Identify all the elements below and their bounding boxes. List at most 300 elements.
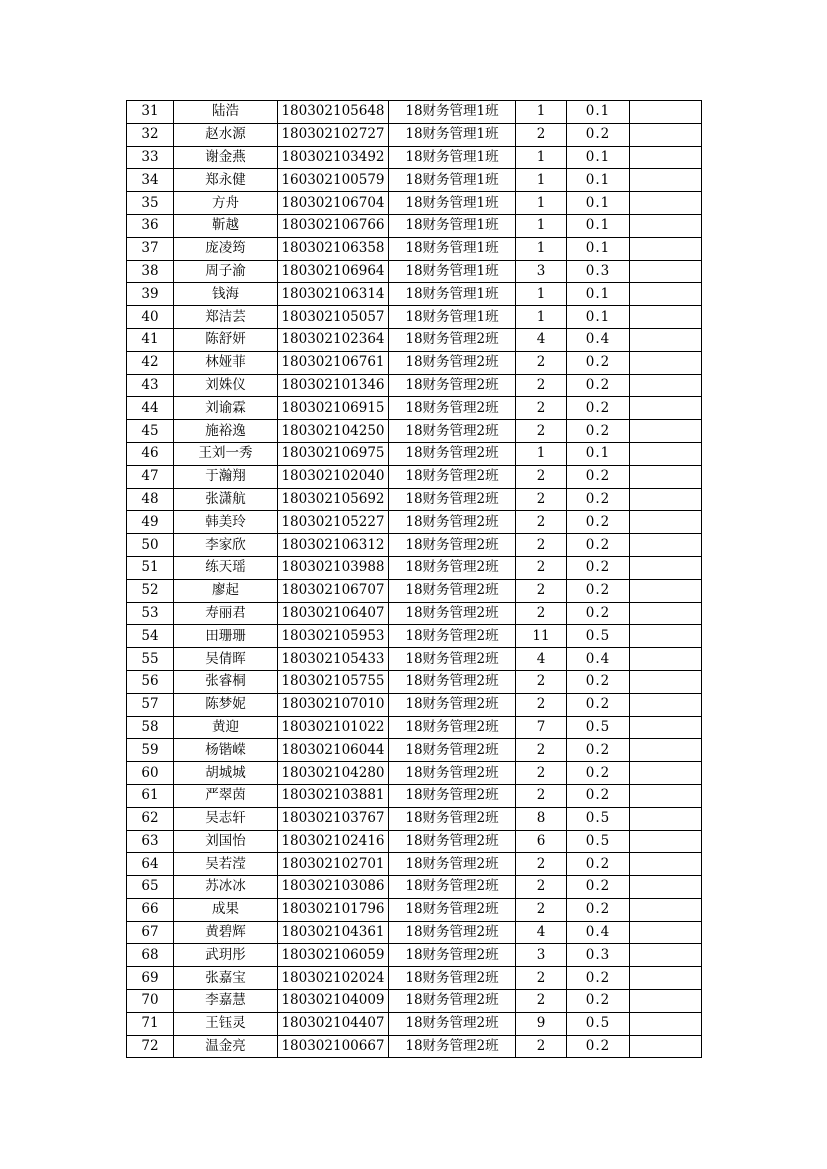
score-cell: 0.3 — [567, 944, 630, 967]
class-name-cell: 18财务管理2班 — [389, 990, 516, 1013]
class-name-cell: 18财务管理2班 — [389, 328, 516, 351]
class-name-cell: 18财务管理2班 — [389, 488, 516, 511]
student-name-cell: 陈舒妍 — [174, 328, 278, 351]
count-cell: 1 — [516, 169, 567, 192]
score-cell: 0.2 — [567, 990, 630, 1013]
note-cell — [630, 351, 702, 374]
score-cell: 0.5 — [567, 716, 630, 739]
row-number-cell: 72 — [127, 1035, 174, 1058]
row-number-cell: 38 — [127, 260, 174, 283]
note-cell — [630, 420, 702, 443]
row-number-cell: 33 — [127, 146, 174, 169]
table-row — [127, 716, 702, 739]
count-cell: 2 — [516, 784, 567, 807]
table-row — [127, 921, 702, 944]
student-id-cell: 180302105648 — [278, 101, 389, 124]
table-row — [127, 739, 702, 762]
student-id-cell: 180302103881 — [278, 784, 389, 807]
class-name-cell: 18财务管理2班 — [389, 511, 516, 534]
table-row — [127, 693, 702, 716]
class-name-cell: 18财务管理2班 — [389, 898, 516, 921]
student-name-cell: 李家欣 — [174, 534, 278, 557]
note-cell — [630, 716, 702, 739]
student-name-cell: 吴志轩 — [174, 807, 278, 830]
score-cell: 0.2 — [567, 374, 630, 397]
score-cell: 0.3 — [567, 260, 630, 283]
class-name-cell: 18财务管理2班 — [389, 602, 516, 625]
student-id-cell: 180302106314 — [278, 283, 389, 306]
row-number-cell: 48 — [127, 488, 174, 511]
student-id-cell: 180302105692 — [278, 488, 389, 511]
student-name-cell: 刘谕霖 — [174, 397, 278, 420]
score-cell: 0.1 — [567, 169, 630, 192]
student-id-cell: 180302100667 — [278, 1035, 389, 1058]
student-name-cell: 王钰灵 — [174, 1012, 278, 1035]
student-name-cell: 黄迎 — [174, 716, 278, 739]
count-cell: 3 — [516, 944, 567, 967]
student-name-cell: 吴若滢 — [174, 853, 278, 876]
class-name-cell: 18财务管理1班 — [389, 169, 516, 192]
row-number-cell: 54 — [127, 625, 174, 648]
class-name-cell: 18财务管理1班 — [389, 237, 516, 260]
table-row — [127, 351, 702, 374]
student-id-cell: 180302104407 — [278, 1012, 389, 1035]
student-id-cell: 180302102727 — [278, 123, 389, 146]
student-roster-table — [126, 100, 702, 1058]
table-row — [127, 146, 702, 169]
score-cell: 0.2 — [567, 670, 630, 693]
score-cell: 0.2 — [567, 739, 630, 762]
student-name-cell: 武玥彤 — [174, 944, 278, 967]
score-cell: 0.2 — [567, 351, 630, 374]
class-name-cell: 18财务管理1班 — [389, 192, 516, 215]
score-cell: 0.5 — [567, 807, 630, 830]
student-name-cell: 胡城城 — [174, 762, 278, 785]
row-number-cell: 68 — [127, 944, 174, 967]
note-cell — [630, 898, 702, 921]
student-name-cell: 杨锴嵘 — [174, 739, 278, 762]
count-cell: 9 — [516, 1012, 567, 1035]
table-row — [127, 625, 702, 648]
score-cell: 0.2 — [567, 420, 630, 443]
table-row — [127, 1012, 702, 1035]
score-cell: 0.5 — [567, 830, 630, 853]
note-cell — [630, 876, 702, 899]
row-number-cell: 35 — [127, 192, 174, 215]
note-cell — [630, 442, 702, 465]
table-row — [127, 602, 702, 625]
row-number-cell: 45 — [127, 420, 174, 443]
table-row — [127, 511, 702, 534]
class-name-cell: 18财务管理2班 — [389, 853, 516, 876]
count-cell: 2 — [516, 420, 567, 443]
row-number-cell: 44 — [127, 397, 174, 420]
student-id-cell: 180302106707 — [278, 579, 389, 602]
student-id-cell: 180302105227 — [278, 511, 389, 534]
count-cell: 2 — [516, 1035, 567, 1058]
student-id-cell: 180302106407 — [278, 602, 389, 625]
student-name-cell: 郑永健 — [174, 169, 278, 192]
table-row — [127, 534, 702, 557]
note-cell — [630, 169, 702, 192]
score-cell: 0.2 — [567, 602, 630, 625]
student-id-cell: 180302102416 — [278, 830, 389, 853]
note-cell — [630, 511, 702, 534]
table-row — [127, 306, 702, 329]
row-number-cell: 41 — [127, 328, 174, 351]
count-cell: 7 — [516, 716, 567, 739]
score-cell: 0.1 — [567, 306, 630, 329]
count-cell: 2 — [516, 602, 567, 625]
student-id-cell: 180302103492 — [278, 146, 389, 169]
note-cell — [630, 123, 702, 146]
table-row — [127, 192, 702, 215]
class-name-cell: 18财务管理1班 — [389, 214, 516, 237]
count-cell: 2 — [516, 511, 567, 534]
table-row — [127, 260, 702, 283]
note-cell — [630, 967, 702, 990]
row-number-cell: 52 — [127, 579, 174, 602]
class-name-cell: 18财务管理2班 — [389, 420, 516, 443]
class-name-cell: 18财务管理2班 — [389, 830, 516, 853]
class-name-cell: 18财务管理2班 — [389, 579, 516, 602]
class-name-cell: 18财务管理2班 — [389, 967, 516, 990]
class-name-cell: 18财务管理2班 — [389, 648, 516, 671]
class-name-cell: 18财务管理2班 — [389, 351, 516, 374]
class-name-cell: 18财务管理2班 — [389, 556, 516, 579]
student-id-cell: 180302103988 — [278, 556, 389, 579]
table-row — [127, 123, 702, 146]
class-name-cell: 18财务管理2班 — [389, 807, 516, 830]
student-id-cell: 180302104280 — [278, 762, 389, 785]
student-id-cell: 180302106761 — [278, 351, 389, 374]
student-name-cell: 李嘉慧 — [174, 990, 278, 1013]
count-cell: 4 — [516, 328, 567, 351]
student-id-cell: 180302102701 — [278, 853, 389, 876]
row-number-cell: 63 — [127, 830, 174, 853]
note-cell — [630, 807, 702, 830]
count-cell: 2 — [516, 990, 567, 1013]
count-cell: 1 — [516, 214, 567, 237]
row-number-cell: 42 — [127, 351, 174, 374]
note-cell — [630, 146, 702, 169]
row-number-cell: 57 — [127, 693, 174, 716]
count-cell: 2 — [516, 374, 567, 397]
row-number-cell: 53 — [127, 602, 174, 625]
student-name-cell: 方舟 — [174, 192, 278, 215]
class-name-cell: 18财务管理2班 — [389, 876, 516, 899]
table-row — [127, 853, 702, 876]
row-number-cell: 46 — [127, 442, 174, 465]
student-name-cell: 施裕逸 — [174, 420, 278, 443]
row-number-cell: 60 — [127, 762, 174, 785]
student-name-cell: 于瀚翔 — [174, 465, 278, 488]
table-row — [127, 762, 702, 785]
student-id-cell: 180302101346 — [278, 374, 389, 397]
score-cell: 0.4 — [567, 328, 630, 351]
table-row — [127, 784, 702, 807]
student-name-cell: 成果 — [174, 898, 278, 921]
student-id-cell: 180302101022 — [278, 716, 389, 739]
row-number-cell: 49 — [127, 511, 174, 534]
row-number-cell: 62 — [127, 807, 174, 830]
class-name-cell: 18财务管理2班 — [389, 739, 516, 762]
student-name-cell: 钱海 — [174, 283, 278, 306]
class-name-cell: 18财务管理1班 — [389, 283, 516, 306]
count-cell: 1 — [516, 283, 567, 306]
student-name-cell: 周子渝 — [174, 260, 278, 283]
note-cell — [630, 1012, 702, 1035]
score-cell: 0.2 — [567, 511, 630, 534]
row-number-cell: 67 — [127, 921, 174, 944]
table-row — [127, 876, 702, 899]
student-id-cell: 180302106964 — [278, 260, 389, 283]
score-cell: 0.1 — [567, 237, 630, 260]
table-row — [127, 830, 702, 853]
row-number-cell: 64 — [127, 853, 174, 876]
row-number-cell: 39 — [127, 283, 174, 306]
score-cell: 0.1 — [567, 192, 630, 215]
student-name-cell: 田珊珊 — [174, 625, 278, 648]
score-cell: 0.1 — [567, 214, 630, 237]
table-row — [127, 283, 702, 306]
class-name-cell: 18财务管理2班 — [389, 716, 516, 739]
table-row — [127, 214, 702, 237]
note-cell — [630, 534, 702, 557]
score-cell: 0.2 — [567, 784, 630, 807]
student-name-cell: 黄碧辉 — [174, 921, 278, 944]
count-cell: 3 — [516, 260, 567, 283]
student-name-cell: 寿丽君 — [174, 602, 278, 625]
student-id-cell: 180302106312 — [278, 534, 389, 557]
score-cell: 0.2 — [567, 556, 630, 579]
student-name-cell: 林娅菲 — [174, 351, 278, 374]
student-id-cell: 180302103767 — [278, 807, 389, 830]
note-cell — [630, 693, 702, 716]
table-row — [127, 670, 702, 693]
student-name-cell: 陈梦妮 — [174, 693, 278, 716]
student-name-cell: 谢金燕 — [174, 146, 278, 169]
count-cell: 2 — [516, 876, 567, 899]
score-cell: 0.2 — [567, 967, 630, 990]
score-cell: 0.1 — [567, 283, 630, 306]
count-cell: 2 — [516, 762, 567, 785]
class-name-cell: 18财务管理2班 — [389, 762, 516, 785]
student-id-cell: 180302107010 — [278, 693, 389, 716]
row-number-cell: 59 — [127, 739, 174, 762]
class-name-cell: 18财务管理2班 — [389, 397, 516, 420]
row-number-cell: 56 — [127, 670, 174, 693]
note-cell — [630, 328, 702, 351]
class-name-cell: 18财务管理2班 — [389, 784, 516, 807]
score-cell: 0.2 — [567, 853, 630, 876]
table-row — [127, 397, 702, 420]
note-cell — [630, 556, 702, 579]
student-name-cell: 廖起 — [174, 579, 278, 602]
count-cell: 4 — [516, 648, 567, 671]
count-cell: 1 — [516, 101, 567, 124]
note-cell — [630, 306, 702, 329]
count-cell: 2 — [516, 556, 567, 579]
score-cell: 0.2 — [567, 534, 630, 557]
row-number-cell: 58 — [127, 716, 174, 739]
student-id-cell: 180302104009 — [278, 990, 389, 1013]
row-number-cell: 32 — [127, 123, 174, 146]
student-name-cell: 苏冰冰 — [174, 876, 278, 899]
table-row — [127, 328, 702, 351]
note-cell — [630, 214, 702, 237]
note-cell — [630, 465, 702, 488]
note-cell — [630, 739, 702, 762]
class-name-cell: 18财务管理2班 — [389, 534, 516, 557]
note-cell — [630, 784, 702, 807]
score-cell: 0.2 — [567, 465, 630, 488]
count-cell: 2 — [516, 693, 567, 716]
note-cell — [630, 101, 702, 124]
class-name-cell: 18财务管理2班 — [389, 693, 516, 716]
count-cell: 4 — [516, 921, 567, 944]
table-row — [127, 1035, 702, 1058]
count-cell: 6 — [516, 830, 567, 853]
score-cell: 0.1 — [567, 101, 630, 124]
student-id-cell: 180302106766 — [278, 214, 389, 237]
roster-body — [127, 101, 702, 1058]
class-name-cell: 18财务管理2班 — [389, 921, 516, 944]
class-name-cell: 18财务管理2班 — [389, 465, 516, 488]
table-row — [127, 898, 702, 921]
student-name-cell: 赵水源 — [174, 123, 278, 146]
note-cell — [630, 990, 702, 1013]
score-cell: 0.5 — [567, 625, 630, 648]
student-id-cell: 180302106915 — [278, 397, 389, 420]
count-cell: 2 — [516, 670, 567, 693]
student-name-cell: 靳越 — [174, 214, 278, 237]
student-id-cell: 180302105953 — [278, 625, 389, 648]
count-cell: 1 — [516, 442, 567, 465]
note-cell — [630, 237, 702, 260]
count-cell: 2 — [516, 465, 567, 488]
class-name-cell: 18财务管理2班 — [389, 1035, 516, 1058]
table-row — [127, 944, 702, 967]
student-id-cell: 180302106704 — [278, 192, 389, 215]
class-name-cell: 18财务管理2班 — [389, 670, 516, 693]
row-number-cell: 43 — [127, 374, 174, 397]
student-id-cell: 180302102040 — [278, 465, 389, 488]
count-cell: 2 — [516, 853, 567, 876]
table-row — [127, 648, 702, 671]
student-name-cell: 庞凌筠 — [174, 237, 278, 260]
score-cell: 0.2 — [567, 876, 630, 899]
count-cell: 2 — [516, 739, 567, 762]
count-cell: 2 — [516, 534, 567, 557]
student-id-cell: 180302102024 — [278, 967, 389, 990]
table-row — [127, 169, 702, 192]
note-cell — [630, 397, 702, 420]
student-name-cell: 陆浩 — [174, 101, 278, 124]
student-id-cell: 180302101796 — [278, 898, 389, 921]
student-id-cell: 180302106059 — [278, 944, 389, 967]
score-cell: 0.2 — [567, 693, 630, 716]
note-cell — [630, 488, 702, 511]
student-name-cell: 吴倩晖 — [174, 648, 278, 671]
row-number-cell: 37 — [127, 237, 174, 260]
score-cell: 0.5 — [567, 1012, 630, 1035]
table-row — [127, 442, 702, 465]
note-cell — [630, 921, 702, 944]
student-id-cell: 180302103086 — [278, 876, 389, 899]
table-row — [127, 579, 702, 602]
score-cell: 0.4 — [567, 921, 630, 944]
table-row — [127, 101, 702, 124]
note-cell — [630, 283, 702, 306]
count-cell: 11 — [516, 625, 567, 648]
score-cell: 0.2 — [567, 579, 630, 602]
note-cell — [630, 625, 702, 648]
student-id-cell: 180302106044 — [278, 739, 389, 762]
student-id-cell: 180302105433 — [278, 648, 389, 671]
row-number-cell: 34 — [127, 169, 174, 192]
row-number-cell: 40 — [127, 306, 174, 329]
student-id-cell: 180302102364 — [278, 328, 389, 351]
table-row — [127, 990, 702, 1013]
class-name-cell: 18财务管理2班 — [389, 625, 516, 648]
row-number-cell: 55 — [127, 648, 174, 671]
score-cell: 0.2 — [567, 898, 630, 921]
row-number-cell: 50 — [127, 534, 174, 557]
student-id-cell: 180302104250 — [278, 420, 389, 443]
count-cell: 2 — [516, 397, 567, 420]
count-cell: 2 — [516, 898, 567, 921]
student-name-cell: 刘姝仪 — [174, 374, 278, 397]
table-row — [127, 237, 702, 260]
score-cell: 0.2 — [567, 397, 630, 420]
class-name-cell: 18财务管理2班 — [389, 442, 516, 465]
student-name-cell: 张嘉宝 — [174, 967, 278, 990]
row-number-cell: 36 — [127, 214, 174, 237]
note-cell — [630, 374, 702, 397]
class-name-cell: 18财务管理1班 — [389, 306, 516, 329]
note-cell — [630, 648, 702, 671]
count-cell: 2 — [516, 123, 567, 146]
count-cell: 8 — [516, 807, 567, 830]
row-number-cell: 31 — [127, 101, 174, 124]
student-id-cell: 180302106358 — [278, 237, 389, 260]
student-name-cell: 郑洁芸 — [174, 306, 278, 329]
note-cell — [630, 192, 702, 215]
note-cell — [630, 853, 702, 876]
row-number-cell: 71 — [127, 1012, 174, 1035]
score-cell: 0.2 — [567, 123, 630, 146]
score-cell: 0.2 — [567, 488, 630, 511]
score-cell: 0.1 — [567, 146, 630, 169]
score-cell: 0.2 — [567, 1035, 630, 1058]
class-name-cell: 18财务管理1班 — [389, 123, 516, 146]
class-name-cell: 18财务管理2班 — [389, 1012, 516, 1035]
note-cell — [630, 762, 702, 785]
student-name-cell: 张睿桐 — [174, 670, 278, 693]
row-number-cell: 69 — [127, 967, 174, 990]
class-name-cell: 18财务管理1班 — [389, 101, 516, 124]
note-cell — [630, 1035, 702, 1058]
note-cell — [630, 830, 702, 853]
count-cell: 1 — [516, 192, 567, 215]
class-name-cell: 18财务管理1班 — [389, 146, 516, 169]
note-cell — [630, 602, 702, 625]
row-number-cell: 61 — [127, 784, 174, 807]
table-row — [127, 465, 702, 488]
count-cell: 2 — [516, 967, 567, 990]
table-row — [127, 807, 702, 830]
